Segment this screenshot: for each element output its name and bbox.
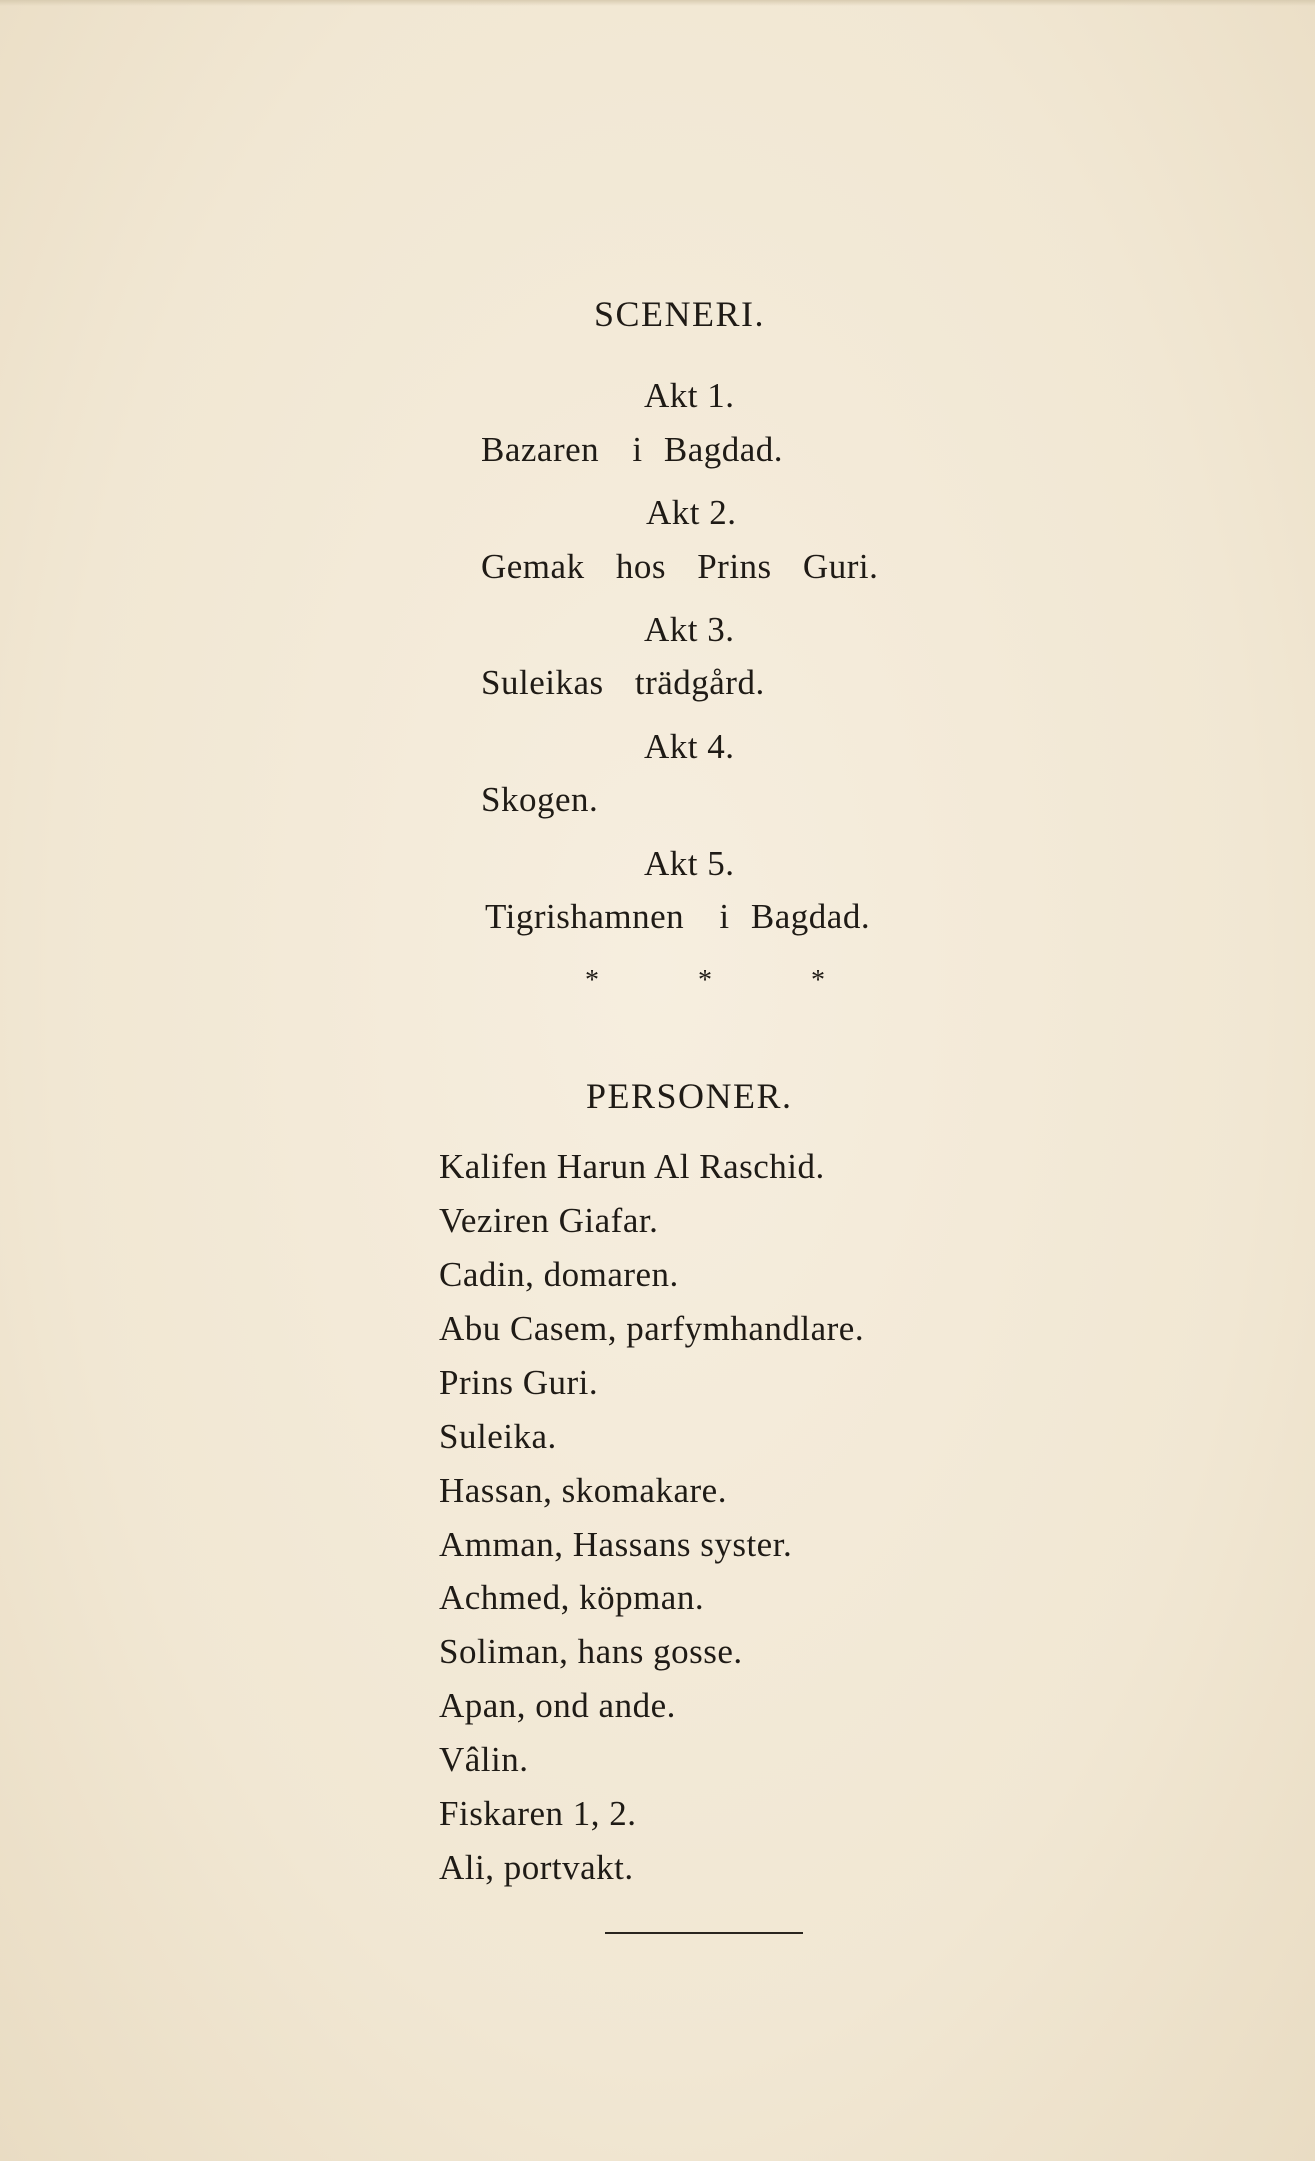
act-5-label: Akt 5. xyxy=(644,844,735,883)
character-item: Abu Casem, parfymhandlare. xyxy=(439,1309,865,1348)
personer-heading: PERSONER. xyxy=(586,1076,793,1116)
sceneri-heading: SCENERI. xyxy=(594,294,766,334)
act-5-scene xyxy=(485,899,870,934)
character-item: Apan, ond ande. xyxy=(439,1686,676,1725)
act-3-scene xyxy=(481,665,765,700)
scene-word: i xyxy=(719,897,730,936)
scene-word: Bagdad. xyxy=(663,430,784,469)
section-separator xyxy=(585,965,825,997)
character-item: Ali, portvakt. xyxy=(439,1848,634,1887)
scene-word: Suleikas xyxy=(481,663,604,702)
act-3-label: Akt 3. xyxy=(644,610,735,649)
act-4-scene xyxy=(481,782,598,817)
character-item: Veziren Giafar. xyxy=(439,1201,659,1240)
act-2-label: Akt 2. xyxy=(646,493,737,532)
scene-word: hos xyxy=(615,547,666,586)
act-4-label: Akt 4. xyxy=(644,727,735,766)
act-1-label: Akt 1. xyxy=(644,376,735,415)
act-1-scene xyxy=(481,432,783,467)
scene-word: Skogen. xyxy=(481,780,599,819)
scene-word: i xyxy=(632,430,643,469)
character-item: Fiskaren 1, 2. xyxy=(439,1794,637,1833)
scene-word: Prins xyxy=(697,547,772,586)
separator-star: * xyxy=(585,965,599,996)
scene-word: Bazaren xyxy=(481,430,600,469)
character-item: Hassan, skomakare. xyxy=(439,1471,727,1510)
character-item: Suleika. xyxy=(439,1417,557,1456)
character-item: Cadin, domaren. xyxy=(439,1255,679,1294)
character-item: Prins Guri. xyxy=(439,1363,599,1402)
separator-star: * xyxy=(811,965,825,996)
scene-word: Gemak xyxy=(481,547,585,586)
character-item: Vâlin. xyxy=(439,1740,529,1779)
scene-word: Bagdad. xyxy=(750,897,871,936)
character-item: Soliman, hans gosse. xyxy=(439,1632,743,1671)
scene-word: trädgård. xyxy=(634,663,765,702)
closing-rule xyxy=(605,1932,803,1934)
scene-word: Tigrishamnen xyxy=(485,897,685,936)
character-item: Kalifen Harun Al Raschid. xyxy=(439,1147,825,1186)
character-item: Amman, Hassans syster. xyxy=(439,1525,793,1564)
scene-word: Guri. xyxy=(802,547,879,586)
character-item: Achmed, köpman. xyxy=(439,1578,705,1617)
act-2-scene xyxy=(481,549,878,584)
separator-star: * xyxy=(698,965,712,996)
